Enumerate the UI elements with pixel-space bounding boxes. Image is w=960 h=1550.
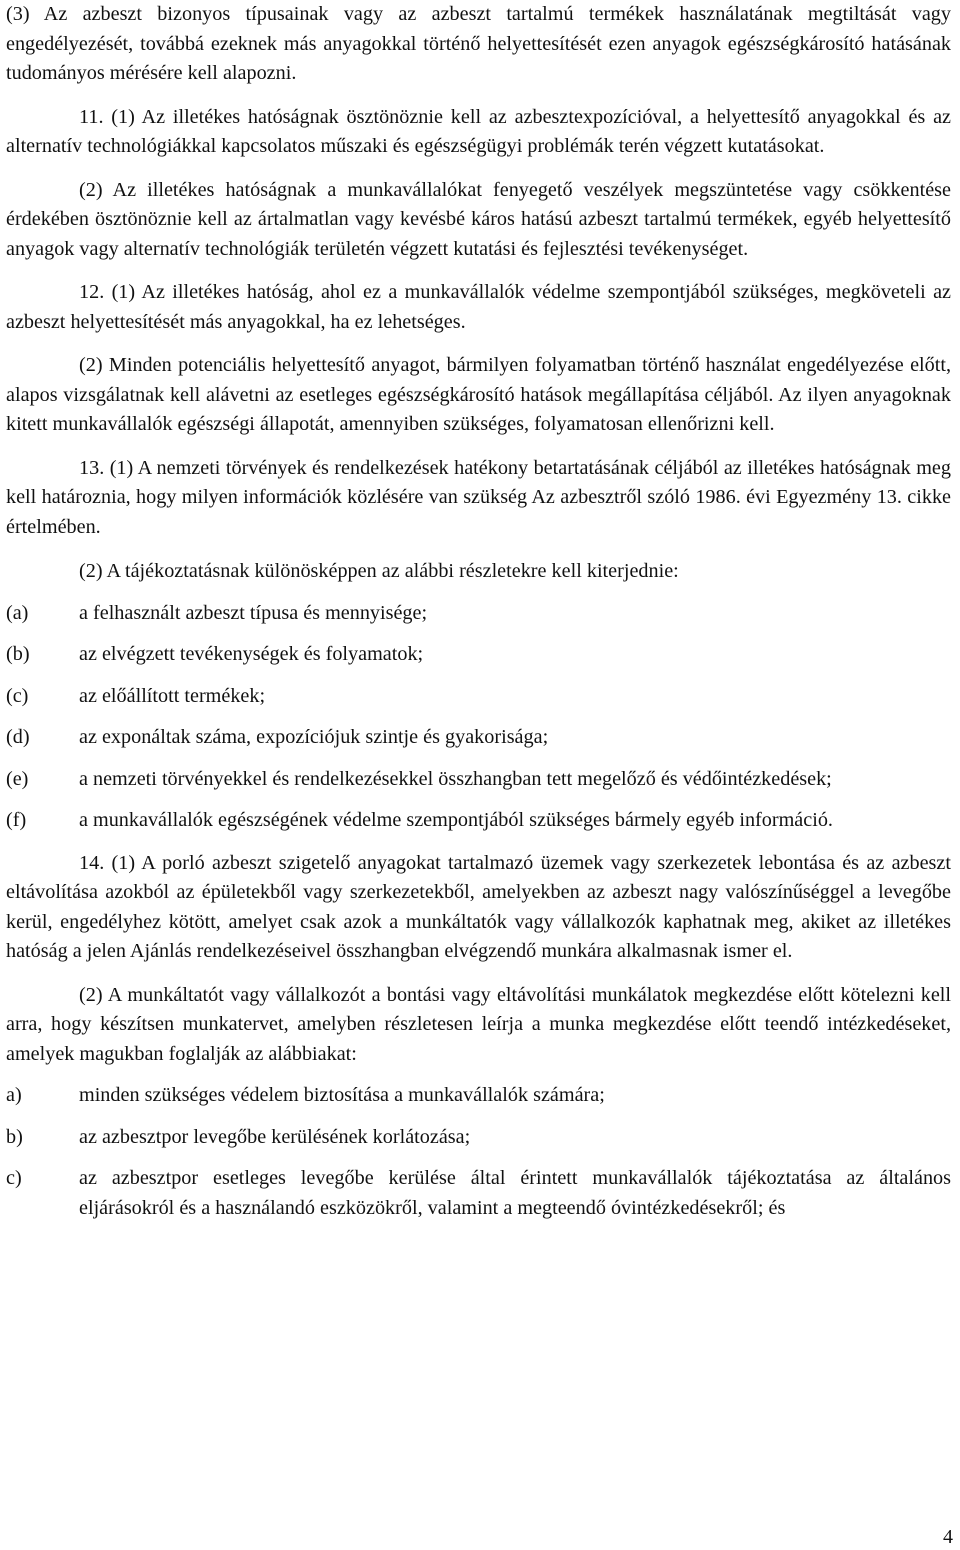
paragraph-11-2: (2) Az illetékes hatóságnak a munkavállalókat fenyegető veszélyek megszüntetése vagy csökkentése érdekében ösztönöznie kell az ártalmatlan vagy kevésbé káros hatású azbeszt tartalmú termékek, egyéb helyettesítő anyagok vagy alternatív technológiák területén végzett kutatási és fejlesztési tevékenységet.: [6, 178, 951, 260]
list-item-text: minden szükséges védelem biztosítása a munkavállalók számára;: [79, 1084, 605, 1106]
list-13: [6, 599, 951, 836]
list-item-label: (a): [6, 601, 29, 624]
list-item: [6, 682, 951, 712]
list-item: [6, 806, 951, 836]
list-item-text: az elvégzett tevékenységek és folyamatok;: [79, 643, 424, 665]
list-item: [6, 1164, 951, 1223]
paragraph-13-2: (2) A tájékoztatásnak különösképpen az alábbi részletekre kell kiterjednie:: [79, 560, 679, 582]
paragraph-14-1: 14. (1) A porló azbeszt szigetelő anyagokat tartalmazó üzemek vagy szerkezetek lebontása és az azbeszt eltávolítása azokból az épületekből vagy szerkezetekből, amelyekben az azbeszt nagy valószínűséggel a levegőbe kerül, engedélyhez kötött, amelyet csak azok a munkáltatók vagy vállalkozók kaphatnak meg, akiket az illetékes hatóság a jelen Ajánlás rendelkezéseivel összhangban elvégzendő munkára alkalmasnak ismer el.: [6, 851, 951, 962]
list-item: [6, 723, 951, 753]
list-item: [6, 599, 951, 629]
paragraph-12-2: (2) Minden potenciális helyettesítő anyagot, bármilyen folyamatban történő használat engedélyezése előtt, alapos vizsgálatnak kell alávetni az esetleges egészségkárosító hatások megállapítása céljából. Az ilyen anyagoknak kitett munkavállalók egészségi állapotát, amennyiben szükséges, folyamatosan ellenőrizni kell.: [6, 354, 951, 435]
list-item: [6, 1123, 951, 1153]
list-14: [6, 1081, 951, 1223]
document-page: [6, 0, 951, 1223]
list-item-label: (b): [6, 643, 30, 665]
list-item-label: b): [6, 1125, 23, 1148]
paragraph-12-1: 12. (1) Az illetékes hatóság, ahol ez a munkavállalók védelme szempontjából szükséges, megköveteli az azbeszt helyettesítését más anyagokkal, ha ez lehetséges.: [6, 281, 951, 333]
list-item-text: a felhasznált azbeszt típusa és mennyisége;: [79, 601, 428, 624]
paragraph-10-3: (3) Az azbeszt bizonyos típusainak vagy az azbeszt tartalmú termékek használatának megtiltását vagy engedélyezését, továbbá ezeknek más anyagokkal történő helyettesítését ezen anyagok egészségkárosító hatásának tudományos mérésére kell alapozni.: [6, 3, 951, 84]
list-item-text: a munkavállalók egészségének védelme szempontjából szükséges bármely egyéb információ.: [79, 809, 833, 831]
list-item: [6, 640, 951, 670]
list-item-label: (d): [6, 726, 30, 748]
list-item-label: (f): [6, 809, 27, 831]
paragraph-14-2: (2) A munkáltatót vagy vállalkozót a bontási vagy eltávolítási munkálatok megkezdése előtt kötelezni kell arra, hogy készítsen munkatervet, amelyben részletesen leírja a munka megkezdése előtt teendő intézkedéseket, amelyek magukban foglalják az alábbiakat:: [6, 983, 951, 1065]
list-item-label: (e): [6, 767, 29, 790]
list-item-text: az azbesztpor esetleges levegőbe kerülése által érintett munkavállalók tájékoztatása az általános eljárásokról és a használandó eszközökről, valamint a megteendő óvintézkedésekről; és: [79, 1167, 951, 1219]
list-item-label: c): [6, 1167, 22, 1189]
list-item: [6, 765, 951, 795]
list-item-text: az azbesztpor levegőbe kerülésének korlátozása;: [79, 1125, 471, 1148]
list-item: [6, 1081, 951, 1111]
list-item-text: az előállított termékek;: [79, 684, 266, 707]
list-item-label: (c): [6, 684, 29, 707]
page-number: 4: [943, 1526, 953, 1548]
list-item-text: az exponáltak száma, expozíciójuk szintje és gyakorisága;: [79, 726, 549, 748]
paragraph-11-1: 11. (1) Az illetékes hatóságnak ösztönöznie kell az azbesztexpozícióval, a helyettesítő anyagokkal és az alternatív technológiákkal kapcsolatos műszaki és egészségügyi problémák terén végzett kutatásokat.: [6, 105, 951, 157]
list-item-label: a): [6, 1084, 22, 1106]
list-item-text: a nemzeti törvényekkel és rendelkezésekkel összhangban tett megelőző és védőintézkedések;: [79, 767, 832, 790]
paragraph-13-1: 13. (1) A nemzeti törvények és rendelkezések hatékony betartatásának céljából az illetékes hatóságnak meg kell határoznia, hogy milyen információk közlésére van szükség Az azbesztről szóló 1986. évi Egyezmény 13. cikke értelmében.: [6, 456, 951, 538]
